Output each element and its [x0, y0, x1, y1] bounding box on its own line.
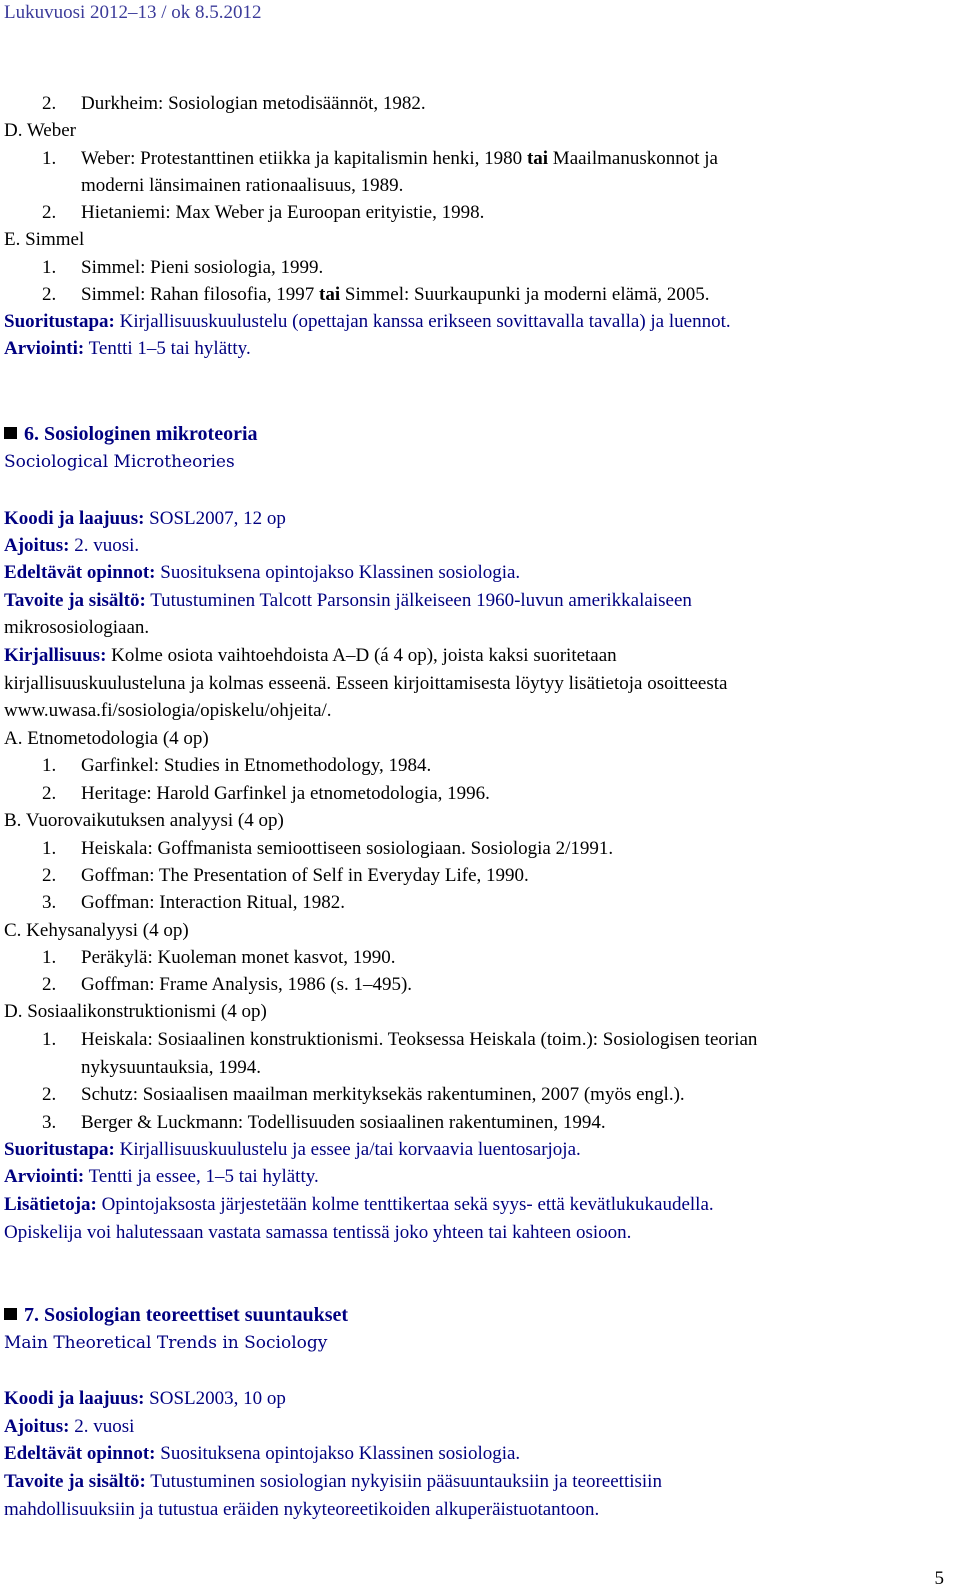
page-number: 5 — [934, 1568, 944, 1589]
section-heading: B. Vuorovaikutuksen analyysi (4 op) — [4, 810, 284, 831]
section-heading: D. Sosiaalikonstruktionismi (4 op) — [4, 1001, 267, 1022]
section-heading: E. Simmel — [4, 229, 85, 250]
edeltavat-line: Edeltävät opinnot: Suosituksena opintojakso Klassinen sosiologia. — [4, 1443, 521, 1464]
kirjallisuus-line: Kirjallisuus: Kolme osiota vaihtoehdoista A–D (á 4 op), joista kaksi suoritetaan — [4, 645, 617, 666]
section-heading: A. Etnometodologia (4 op) — [4, 728, 209, 749]
ajoitus-line: Ajoitus: 2. vuosi — [4, 1416, 135, 1437]
tavoite-line: Tavoite ja sisältö: Tutustuminen sosiologian nykyisiin pääsuuntauksiin ja teoreettisiin — [4, 1471, 662, 1492]
item-number: 2. — [42, 93, 57, 114]
suoritustapa-line: Suoritustapa: Kirjallisuuskuulustelu (opettajan kanssa erikseen sovittavalla tavalla) ja luennot. — [4, 311, 731, 332]
suoritustapa-line: Suoritustapa: Kirjallisuuskuulustelu ja essee ja/tai korvaavia luentosarjoja. — [4, 1139, 581, 1160]
tavoite-continuation: mahdollisuuksiin ja tutustua eräiden nykyteoreetikoiden alkuperäistuotantoon. — [4, 1499, 600, 1520]
page-header: Lukuvuosi 2012–13 / ok 8.5.2012 — [4, 2, 262, 23]
tavoite-continuation: mikrososiologiaan. — [4, 617, 150, 638]
course-6-subtitle: Sociological Microtheories — [4, 452, 235, 472]
kirjallisuus-url[interactable]: www.uwasa.fi/sosiologia/opiskelu/ohjeita/. — [4, 700, 332, 721]
section-heading: D. Weber — [4, 120, 76, 141]
arviointi-line: Arviointi: Tentti 1–5 tai hylätty. — [4, 338, 251, 359]
koodi-line: Koodi ja laajuus: SOSL2003, 10 op — [4, 1388, 286, 1409]
bullet-square-icon — [4, 427, 17, 439]
item-text: Durkheim: Sosiologian metodisäännöt, 1982. — [81, 93, 426, 114]
course-6-title: 6. Sosiologinen mikroteoria — [4, 421, 258, 448]
edeltavat-line: Edeltävät opinnot: Suosituksena opintojakso Klassinen sosiologia. — [4, 562, 521, 583]
kirjallisuus-continuation: kirjallisuuskuulusteluna ja kolmas esseenä. Esseen kirjoittamisesta löytyy lisätietoja osoitteesta — [4, 673, 728, 694]
course-7-title: 7. Sosiologian teoreettiset suuntaukset — [4, 1302, 348, 1329]
lisatietoja-continuation: Opiskelija voi halutessaan vastata samassa tentissä joko yhteen tai kahteen osioon. — [4, 1222, 632, 1243]
arviointi-line: Arviointi: Tentti ja essee, 1–5 tai hylätty. — [4, 1166, 319, 1187]
bullet-square-icon — [4, 1308, 17, 1320]
section-heading: C. Kehysanalyysi (4 op) — [4, 920, 189, 941]
tavoite-line: Tavoite ja sisältö: Tutustuminen Talcott Parsonsin jälkeiseen 1960-luvun amerikkalaiseen — [4, 590, 692, 611]
course-7-subtitle: Main Theoretical Trends in Sociology — [4, 1333, 328, 1353]
ajoitus-line: Ajoitus: 2. vuosi. — [4, 535, 140, 556]
lisatietoja-line: Lisätietoja: Opintojaksosta järjestetään kolme tenttikertaa sekä syys- että kevätlukukaudella. — [4, 1194, 714, 1215]
koodi-line: Koodi ja laajuus: SOSL2007, 12 op — [4, 508, 286, 529]
